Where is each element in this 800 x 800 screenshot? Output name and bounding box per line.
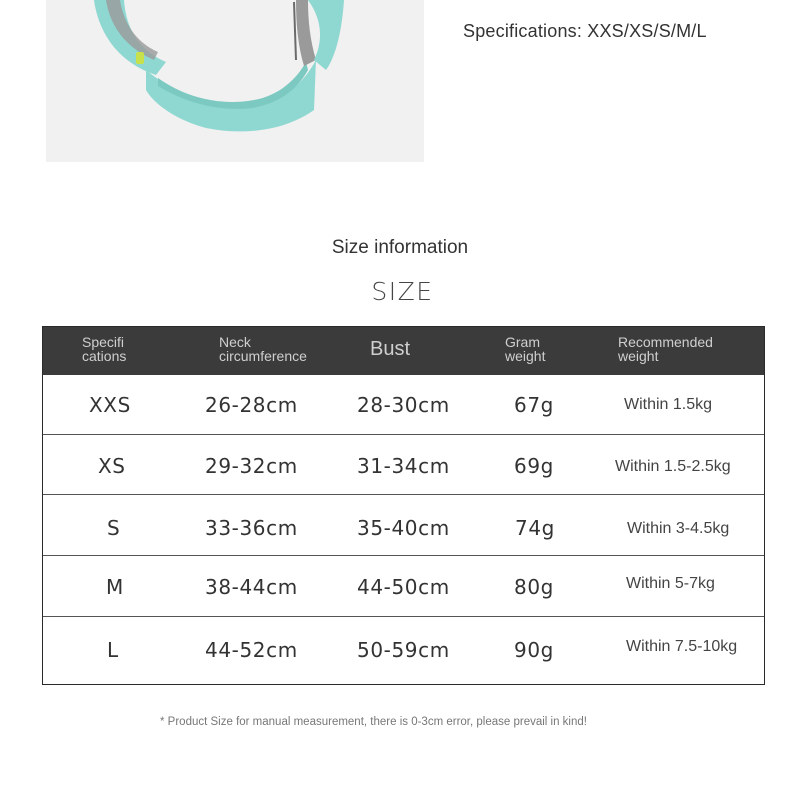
header-gram-line1: Gram xyxy=(505,334,540,350)
table-row xyxy=(43,434,764,494)
cell-bust: 31-34cm xyxy=(357,454,450,478)
cell-bust: 35-40cm xyxy=(357,516,450,540)
cell-gram: 90g xyxy=(514,638,554,662)
cell-recommended: Within 5-7kg xyxy=(626,575,715,592)
header-gram-line2: weight xyxy=(505,348,546,364)
header-neck xyxy=(219,335,307,363)
cell-neck: 38-44cm xyxy=(205,575,298,599)
cell-bust: 44-50cm xyxy=(357,575,450,599)
table-row xyxy=(43,494,764,555)
cell-gram: 69g xyxy=(514,454,554,478)
table-row xyxy=(43,616,764,684)
cell-gram: 67g xyxy=(514,393,554,417)
cell-bust: 28-30cm xyxy=(357,393,450,417)
header-neck-line1: Neck xyxy=(219,334,251,350)
cell-size: S xyxy=(107,516,121,540)
table-row xyxy=(43,375,764,434)
cell-neck: 26-28cm xyxy=(205,393,298,417)
cell-size: M xyxy=(106,575,124,599)
cell-neck: 33-36cm xyxy=(205,516,298,540)
cell-recommended: Within 1.5kg xyxy=(624,396,713,413)
cell-bust: 50-59cm xyxy=(357,638,450,662)
size-table xyxy=(42,326,765,685)
section-subtitle: SIZE xyxy=(371,277,434,306)
header-recommended-weight xyxy=(618,335,713,363)
header-specifications-line1: Specifi xyxy=(82,334,125,350)
product-specifications: Specifications: XXS/XS/S/M/L xyxy=(463,21,707,41)
cell-recommended: Within 1.5-2.5kg xyxy=(615,458,731,475)
table-header xyxy=(43,327,764,375)
footnote: * Product Size for manual measurement, there is 0-3cm error, please prevail in kind! xyxy=(160,716,587,728)
cell-gram: 74g xyxy=(515,516,555,540)
cell-neck: 44-52cm xyxy=(205,638,298,662)
cell-size: XXS xyxy=(89,393,131,417)
cell-recommended: Within 7.5-10kg xyxy=(626,638,738,655)
header-bust xyxy=(370,339,410,359)
pet-harness-icon xyxy=(46,0,424,162)
header-recommended-line1: Recommended xyxy=(618,334,713,350)
header-specifications xyxy=(82,335,126,363)
product-photo xyxy=(46,0,424,162)
cell-neck: 29-32cm xyxy=(205,454,298,478)
cell-size: L xyxy=(107,638,119,662)
header-bust-line1: Bust xyxy=(370,338,411,360)
cell-gram: 80g xyxy=(514,575,554,599)
header-gram-weight xyxy=(505,335,545,363)
section-title: Size information xyxy=(331,237,469,258)
header-specifications-line2: cations xyxy=(82,348,127,364)
cell-recommended: Within 3-4.5kg xyxy=(627,520,730,537)
header-neck-line2: circumference xyxy=(219,348,307,364)
cell-size: XS xyxy=(98,454,126,478)
header-recommended-line2: weight xyxy=(618,348,659,364)
table-row xyxy=(43,555,764,616)
